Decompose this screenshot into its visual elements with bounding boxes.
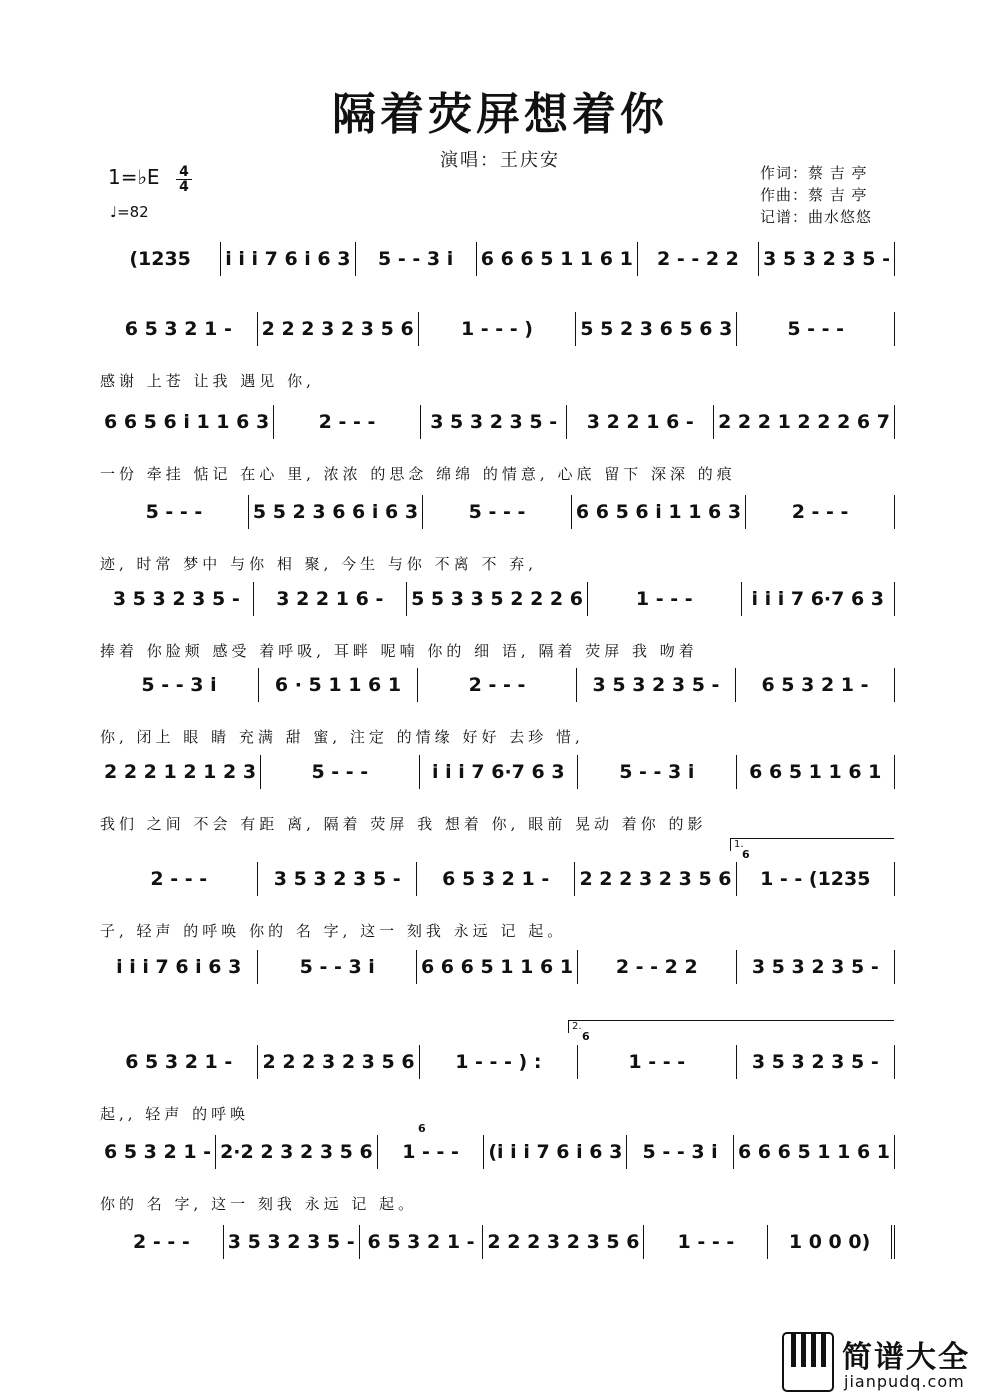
- measure: 6 6 5 6 i 1 1 6 3: [100, 405, 274, 439]
- score-system: [100, 668, 895, 702]
- measure: 6 5 3 2 1 -: [360, 1225, 484, 1259]
- measure: i i i 7 6·7 6 3: [420, 755, 578, 789]
- measure-row: [100, 862, 895, 896]
- measure: 3 5 3 2 3 5 -: [258, 862, 416, 896]
- logo-name: 简谱大全: [842, 1340, 970, 1375]
- measure: 1 0 0 0): [768, 1225, 895, 1259]
- transcriber-credit: 记谱：曲水悠悠: [760, 208, 873, 226]
- measure: 2 - - 2 2: [578, 950, 736, 984]
- credits: [760, 162, 872, 228]
- measure: 1 - - -: [644, 1225, 768, 1259]
- grace-note-2: 6: [582, 1030, 590, 1043]
- measure-row: [100, 405, 895, 439]
- measure-row: [100, 312, 895, 346]
- measure: 3 5 3 2 3 5 -: [577, 668, 736, 702]
- measure: 6 6 5 1 1 6 1: [737, 755, 895, 789]
- measure: 2 2 2 3 2 3 5 6: [258, 312, 419, 346]
- site-logo: [780, 1328, 1000, 1400]
- measure: 6 5 3 2 1 -: [417, 862, 575, 896]
- measure: 3 5 3 2 3 5 -: [737, 950, 895, 984]
- measure: 2 2 2 1 2 2 2 6 7: [714, 405, 895, 439]
- time-signature: [176, 165, 192, 194]
- time-signature-top: 4: [179, 164, 189, 180]
- measure: 5 - - -: [737, 312, 895, 346]
- measure: 5 - - 3 i: [100, 668, 259, 702]
- measure: 2 - - 2 2: [638, 242, 759, 276]
- measure: 1 - - -: [588, 582, 742, 616]
- measure: (i i i 7 6 i 6 3: [484, 1135, 627, 1169]
- measure: 1 - - -: [378, 1135, 485, 1169]
- measure-row: [100, 242, 895, 276]
- lyric-line: 你, 闭上 眼 睛 充满 甜 蜜, 注定 的情缘 好好 去珍 惜,: [100, 728, 584, 746]
- measure: 6 · 5 1 1 6 1: [259, 668, 418, 702]
- lyricist-credit: 作词：蔡 吉 亭: [760, 164, 868, 182]
- measure: 2 - - -: [100, 1225, 224, 1259]
- piano-keys-icon: [782, 1332, 834, 1392]
- lyric-line: 起,, 轻声 的呼唤: [100, 1105, 250, 1123]
- measure: 3 5 3 2 3 5 -: [224, 1225, 360, 1259]
- logo-url: jianpudq.com: [844, 1372, 965, 1391]
- measure: 2 2 2 3 2 3 5 6: [575, 862, 736, 896]
- score-system: [100, 862, 895, 896]
- measure-row: [100, 668, 895, 702]
- measure: 5 5 3 3 5 2 2 2 6: [407, 582, 588, 616]
- measure: 6 6 6 5 1 1 6 1: [477, 242, 638, 276]
- measure-row: [100, 582, 895, 616]
- measure: 1 - - (1235: [737, 862, 895, 896]
- measure: 6 6 6 5 1 1 6 1: [734, 1135, 895, 1169]
- measure: 3 2 2 1 6 -: [567, 405, 714, 439]
- score-system: [100, 495, 895, 529]
- score-system: [100, 1045, 895, 1079]
- score-system: [100, 1135, 895, 1169]
- measure: i i i 7 6 i 6 3: [221, 242, 355, 276]
- lyric-line: 一份 牵挂 惦记 在心 里, 浓浓 的思念 绵绵 的情意, 心底 留下 深深 的痕: [100, 465, 736, 483]
- lyric-line: 你的 名 字, 这一 刻我 永远 记 起。: [100, 1195, 418, 1213]
- measure: 2 - - -: [100, 862, 258, 896]
- measure: i i i 7 6·7 6 3: [742, 582, 896, 616]
- measure: 5 - - -: [261, 755, 419, 789]
- measure: 1 - - - ): [419, 312, 577, 346]
- score-system: [100, 405, 895, 439]
- measure: 6 5 3 2 1 -: [736, 668, 895, 702]
- measure: 2 2 2 3 2 3 5 6: [258, 1045, 419, 1079]
- measure-row: [100, 1225, 895, 1259]
- score-system: [100, 950, 895, 984]
- score-system: [100, 755, 895, 789]
- measure: 5 - - 3 i: [356, 242, 477, 276]
- measure: i i i 7 6 i 6 3: [100, 950, 258, 984]
- grace-note-1: 6: [742, 848, 750, 861]
- measure-row: [100, 1045, 895, 1079]
- measure: 6 5 3 2 1 -: [100, 1135, 216, 1169]
- measure-row: [100, 495, 895, 529]
- measure-row: [100, 755, 895, 789]
- measure: 6 6 5 6 i 1 1 6 3: [572, 495, 746, 529]
- measure: 1 - - -: [578, 1045, 736, 1079]
- measure: (1235: [100, 242, 221, 276]
- volta-2: 2.: [568, 1020, 894, 1033]
- score-system: [100, 582, 895, 616]
- grace-note-3: 6: [418, 1122, 426, 1135]
- measure: 5 - - -: [100, 495, 249, 529]
- lyric-line: 捧着 你脸颊 感受 着呼吸, 耳畔 呢喃 你的 细 语, 隔着 荧屏 我 吻着: [100, 642, 698, 660]
- time-signature-bottom: 4: [176, 179, 192, 194]
- measure-row: [100, 1135, 895, 1169]
- lyric-line: 我们 之间 不会 有距 离, 隔着 荧屏 我 想着 你, 眼前 晃动 着你 的影: [100, 815, 707, 833]
- lyric-line: 迹, 时常 梦中 与你 相 聚, 今生 与你 不离 不 弃,: [100, 555, 537, 573]
- page-title: 隔着荧屏想着你: [332, 89, 668, 140]
- composer-credit: 作曲：蔡 吉 亭: [760, 186, 868, 204]
- score-system: [100, 1225, 895, 1259]
- key-signature: 1=♭E: [108, 165, 160, 189]
- measure: 5 - - 3 i: [258, 950, 416, 984]
- measure: 2 2 2 3 2 3 5 6: [483, 1225, 644, 1259]
- tempo-marking: ♩=82: [110, 203, 149, 221]
- lyric-line: 子, 轻声 的呼唤 你的 名 字, 这一 刻我 永远 记 起。: [100, 922, 567, 940]
- measure: 2·2 2 3 2 3 5 6: [216, 1135, 378, 1169]
- measure: 2 2 2 1 2 1 2 3: [100, 755, 261, 789]
- measure: 3 5 3 2 3 5 -: [737, 1045, 895, 1079]
- measure: 6 5 3 2 1 -: [100, 312, 258, 346]
- singer-credit: 演唱：王庆安: [440, 150, 560, 171]
- measure: 5 5 2 3 6 6 i 6 3: [249, 495, 423, 529]
- measure: 5 - - -: [423, 495, 572, 529]
- measure-row: [100, 950, 895, 984]
- measure: 3 2 2 1 6 -: [254, 582, 408, 616]
- measure: 3 5 3 2 3 5 -: [421, 405, 568, 439]
- measure: 2 - - -: [418, 668, 577, 702]
- measure: 3 5 3 2 3 5 -: [759, 242, 895, 276]
- measure: 5 - - 3 i: [578, 755, 736, 789]
- measure: 5 5 2 3 6 5 6 3: [576, 312, 737, 346]
- measure: 6 5 3 2 1 -: [100, 1045, 258, 1079]
- measure: 6 6 6 5 1 1 6 1: [417, 950, 578, 984]
- measure: 2 - - -: [746, 495, 895, 529]
- score-system: [100, 312, 895, 346]
- measure: 3 5 3 2 3 5 -: [100, 582, 254, 616]
- measure: 1 - - - ) :: [420, 1045, 578, 1079]
- lyric-line: 感谢 上苍 让我 遇见 你,: [100, 372, 315, 390]
- score-system: [100, 242, 895, 276]
- measure: 2 - - -: [274, 405, 421, 439]
- measure: 5 - - 3 i: [627, 1135, 734, 1169]
- volta-1: 1.: [730, 838, 894, 851]
